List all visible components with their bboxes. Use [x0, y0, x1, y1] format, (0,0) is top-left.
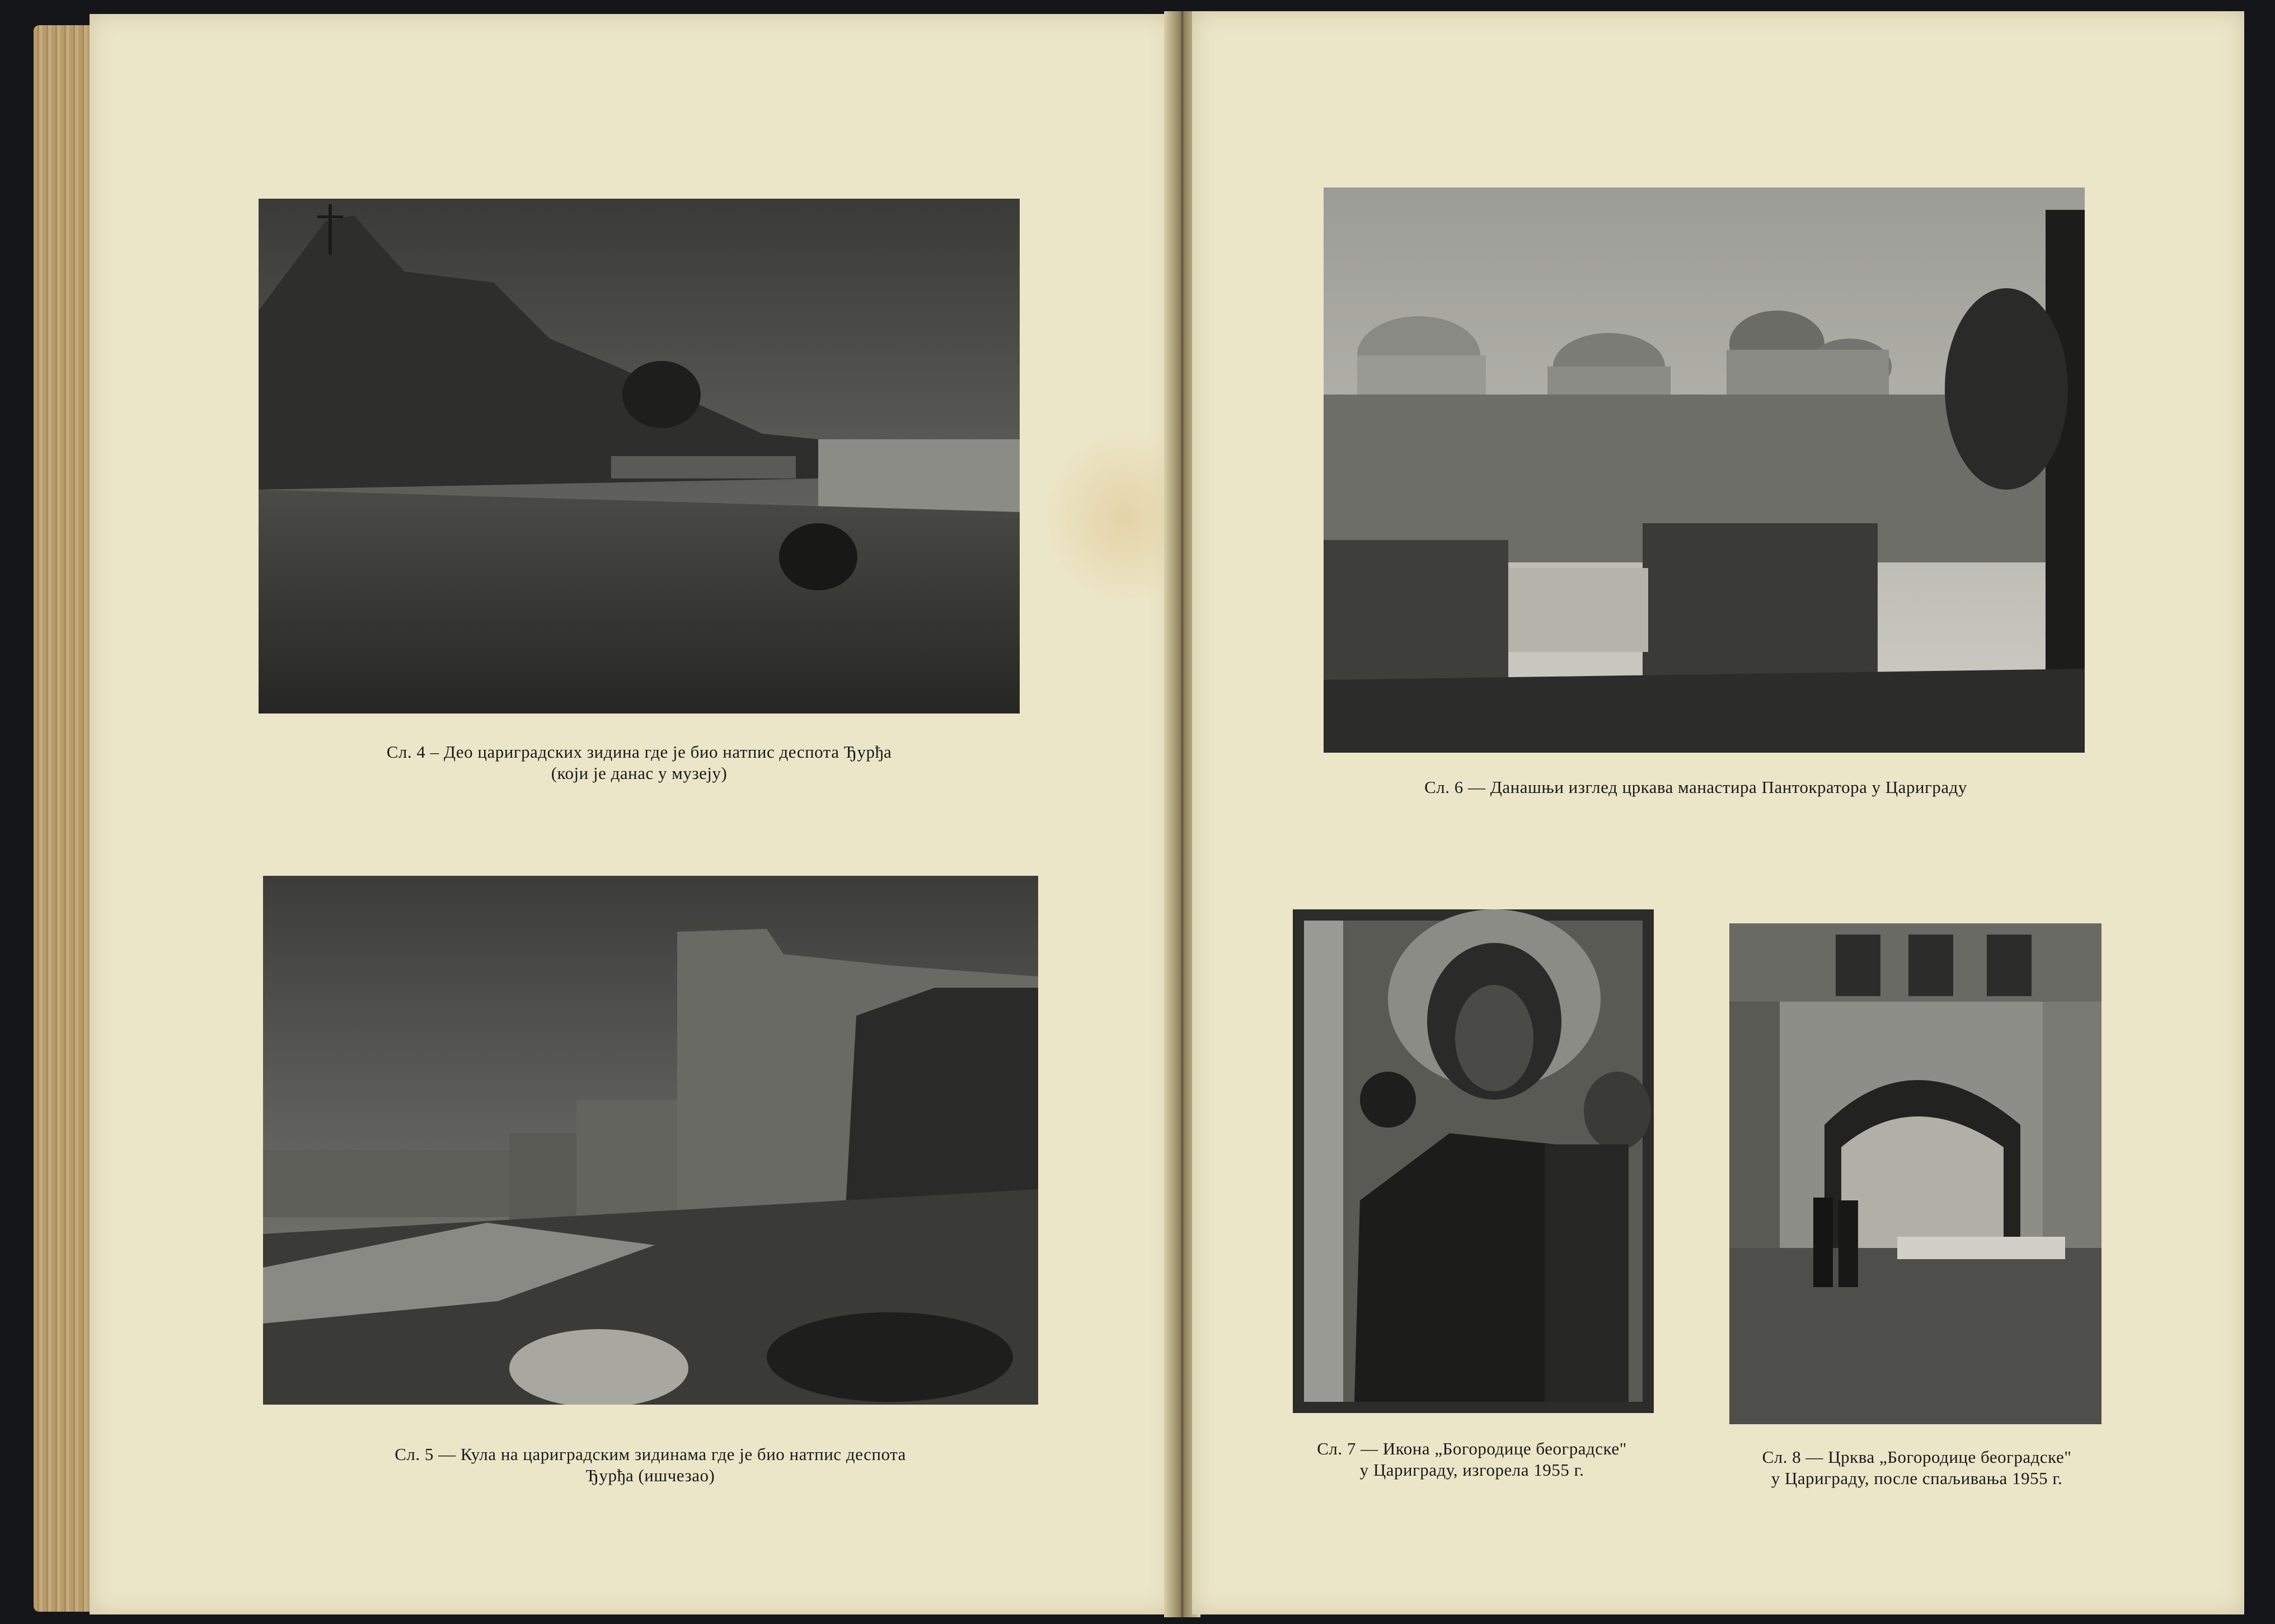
icon-photo — [1293, 909, 1654, 1413]
caption-line: у Цариграду, после спаљивања 1955 г. — [1771, 1468, 2063, 1488]
caption-line: Ђурђа (ишчезао) — [585, 1466, 715, 1485]
caption-line: Сл. 5 — Кула на цариградским зидинама где је био натпис деспота — [395, 1444, 906, 1464]
figure-8-caption — [1696, 1447, 2138, 1489]
burned-church-photo — [1729, 923, 2102, 1424]
right-page — [1192, 11, 2244, 1614]
figure-6-caption — [1282, 777, 2110, 798]
figure-5-caption — [259, 1444, 1042, 1486]
caption-line: Сл. 6 — Данашњи изглед цркава манастира Пантократора у Цариграду — [1424, 777, 1967, 797]
caption-line: (који је данас у музеју) — [551, 763, 728, 783]
city-walls-photo — [259, 199, 1020, 714]
caption-line: Сл. 8 — Црква „Богородице београдске" — [1762, 1447, 2072, 1467]
left-page — [90, 14, 1172, 1614]
tower-photo — [263, 876, 1038, 1405]
caption-line: Сл. 7 — Икона „Богородице београдске" — [1317, 1439, 1627, 1458]
pantocrator-monastery-photo — [1324, 187, 2085, 753]
figure-4-caption — [259, 741, 1020, 784]
caption-line: у Цариграду, изгорела 1955 г. — [1359, 1460, 1584, 1480]
caption-line: Сл. 4 – Део цариградских зидина где је био натпис деспота Ђурђа — [386, 742, 892, 762]
figure-7-caption — [1270, 1438, 1673, 1481]
